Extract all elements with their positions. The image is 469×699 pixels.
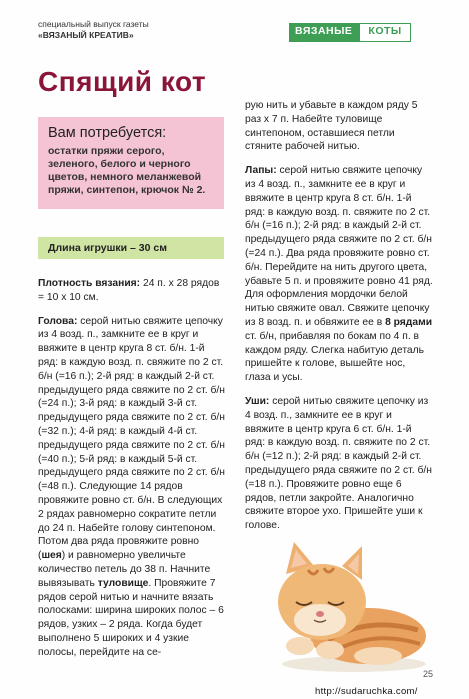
density-text: 24 п. х 28 рядов = 10 х 10 см. [38,278,220,303]
source-url[interactable]: http://sudaruchka.com/ [315,686,418,697]
head-text-cont: ) и равномерно увеличьте количество петель до 38 п. Начните вывязывать [38,550,211,589]
section-tag [289,23,411,42]
publication-header [38,19,149,41]
section-tag-primary: ВЯЗАНЫЕ [289,23,359,42]
paws-paragraph [245,164,433,385]
body-text: . Провяжите 7 рядов серой нитью и начните вязать полосками: ширина широких полос – 6 рядов, узких – 2 ряда. Когда будет выполнено 5 широких и 4 узкие полосы, перейдите на се- [38,577,224,658]
left-column [38,277,226,670]
paws-text-cont: ст. б/н, прибавляя по бокам по 4 п. в каждом ряду. Слегка набитую деталь пришейте к голове, вышейте нос, глаза и усы. [245,330,425,384]
density-paragraph [38,277,226,305]
head-label: Голова: [38,315,78,327]
materials-box [38,117,224,209]
materials-text: остатки пряжи серого, зеленого, белого и черного цветов, немного меланжевой пряжи, синтепон, крючок № 2. [48,145,206,196]
head-text: серой нитью свяжите цепочку из 4 возд. п., замкните ее в круг и ввяжите в центр круга 8 ст. б/н. 1-й ряд: в каждую возд. п. свяжите по 2 ст. б/н (=16 п.); 2-й ряд: в каждый 2-й ст. предыдущего ряда свяжите по 2 ст. б/н (=24 п.); 3-й ряд: в каждый 3-й ст. предыдущего ряда свяжите по 2 ст. б/н (=32 п.); 4-й ряд: в каждый 4-й ст. предыдущего ряда свяжите по 2 ст. б/н (=40 п.); 5-й ряд: в каждый 5-й ст. предыдущего ряда свяжите по 2 ст. б/н (=48 п.). Следующие 14 рядов провяжите ровно ст. б/н. В следующих 2 рядах равномерно сократите петли до 24 п. Набейте голову синтепоном. Потом два ряда провяжите ровно ( [38,315,225,562]
ears-label: Уши: [245,395,270,407]
neck-term: шея [41,550,62,562]
paws-rows-term: 8 рядами [385,316,433,328]
body-term: туловище [97,577,149,589]
sleeping-kitten-illustration [258,528,430,673]
page-number: 25 [423,669,434,679]
ears-paragraph [245,395,433,533]
page-title: Спящий кот [38,66,207,97]
publication-line1: специальный выпуск газеты [38,19,149,29]
materials-heading: Вам потребуется: [48,125,167,141]
publication-name: «ВЯЗАНЫЙ КРЕАТИВ» [38,30,134,40]
right-column [245,99,433,543]
density-label: Плотность вязания: [38,278,141,289]
paws-label: Лапы: [245,165,277,177]
toy-length-box: Длина игрушки – 30 см [38,237,224,259]
paws-text: серой нитью свяжите цепочку из 4 возд. п., замкните ее в круг и ввяжите в центр круга 8 ст. б/н. 1-й ряд: в каждую возд. п. свяжите по 2 ст. б/н (=16 п.); 2-й ряд: в каждый 2-й ст. предыдущего ряда свяжите по 2 ст. б/н (=24 п.). Два ряда провяжите ровно ст. б/н. Перейдите на нить другого цвета, убавьте 5 п. и провяжите ровно 41 ряд. Для оформления мордочки белой нитью свяжите овал. Свяжите цепочку из 8 возд. п. и обвяжите ее в [245,165,433,328]
section-tag-secondary: КОТЫ [359,23,410,42]
continued-paragraph: рую нить и убавьте в каждом ряду 5 раз х 7 п. Набейте туловище синтепоном, оставшиеся петли стяните рабочей нитью. [245,100,418,153]
head-paragraph [38,315,226,660]
ears-text: серой нитью свяжите цепочку из 4 возд. п., замкните ее в круг и ввяжите в центр круга 6 ст. б/н. 1-й ряд: в каждую возд. п. свяжите по 2 ст. б/н (=12 п.); 2-й ряд: в каждый 2-й ст. предыдущего ряда свяжите по 2 ст. б/н (=18 п.). Провяжите ровно еще 6 рядов, петли закройте. Аналогично свяжите второе ухо. Пришейте уши к голове. [245,395,432,532]
